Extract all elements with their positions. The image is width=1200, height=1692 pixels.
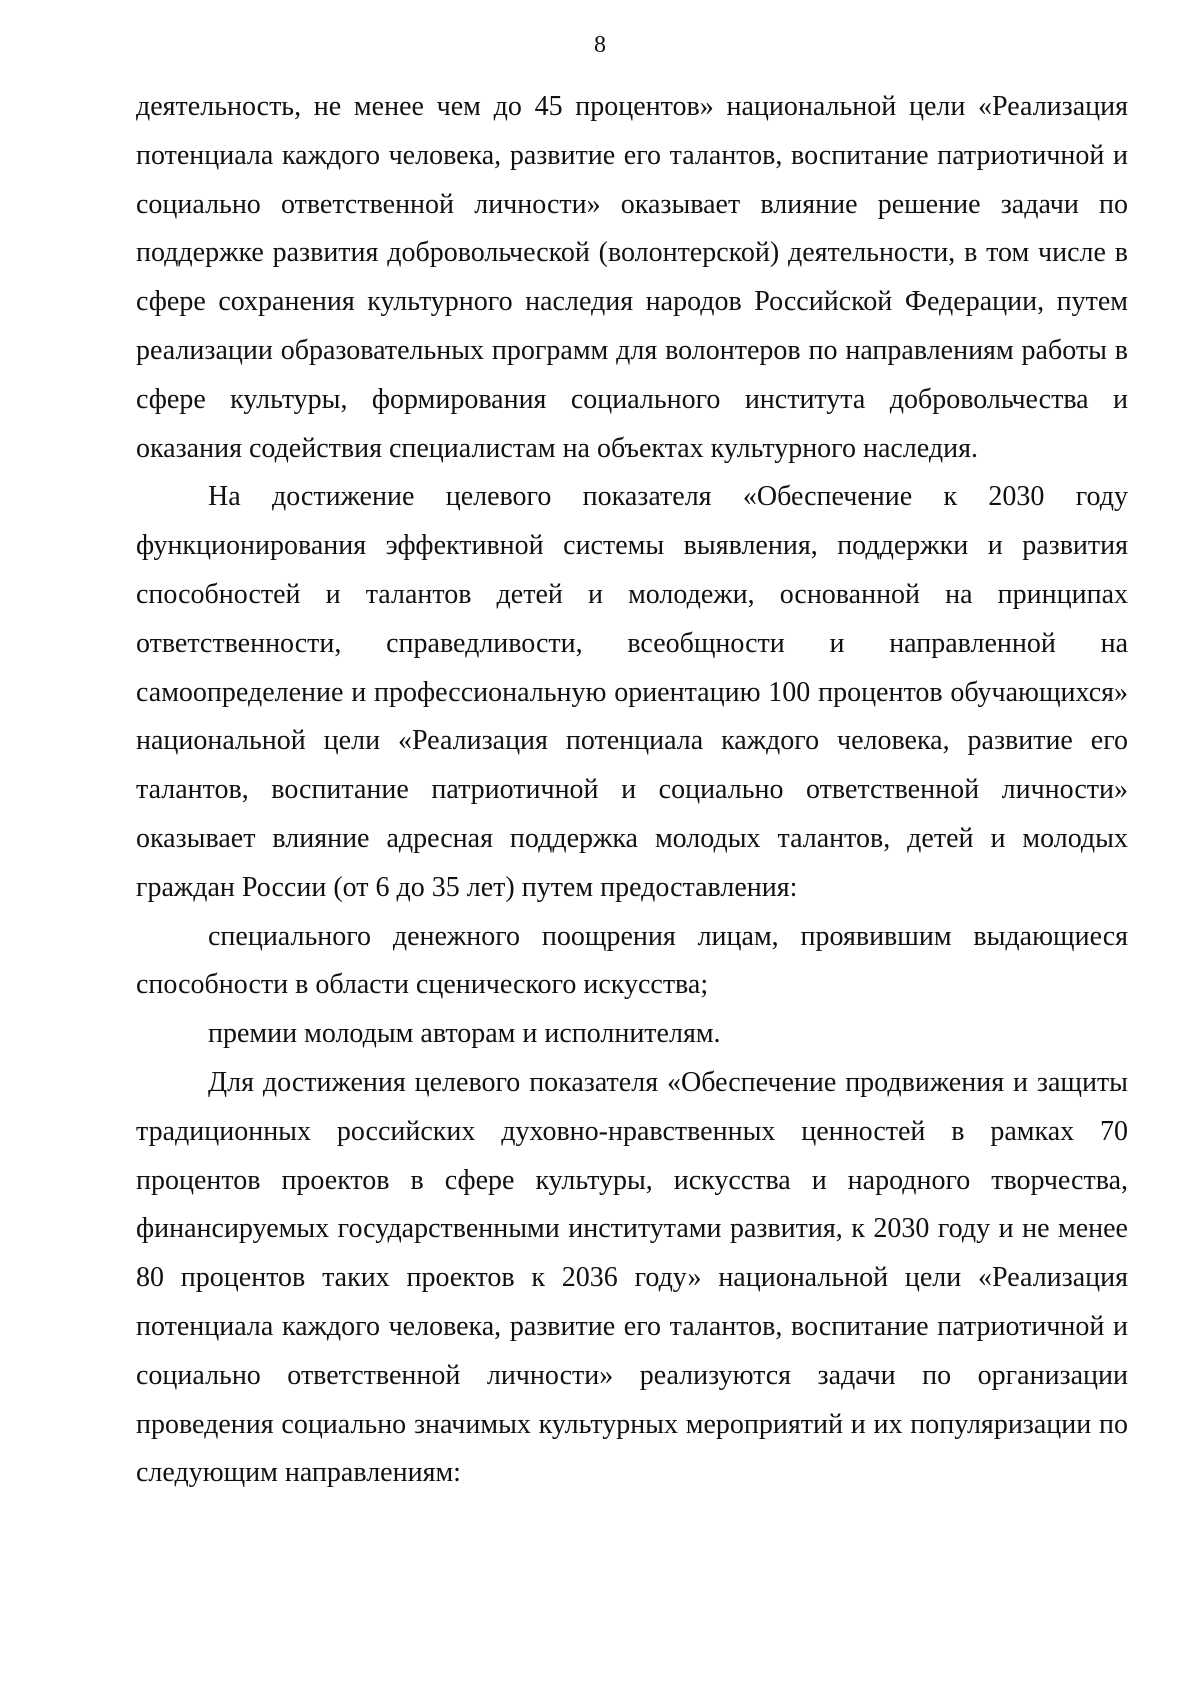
document-body bbox=[136, 83, 1128, 1498]
paragraph-traditional-values: Для достижения целевого показателя «Обеспечение продвижения и защиты традиционных российских духовно-нравственных ценностей в рамках 70 процентов проектов в сфере культуры, искусства и народного творчества, финансируемых государственными институтами развития, к 2030 году и не менее 80 процентов таких проектов к 2036 году» национальной цели «Реализация потенциала каждого человека, развитие его талантов, воспитание патриотичной и социально ответственной личности» реализуются задачи по организации проведения социально значимых культурных мероприятий и их популяризации по следующим направлениям: bbox=[136, 1066, 1128, 1489]
page-number: 8 bbox=[594, 32, 606, 58]
paragraph-volunteer-activity: деятельность, не менее чем до 45 процентов» национальной цели «Реализация потенциала каждого человека, развитие его талантов, воспитание патриотичной и социально ответственной личности» оказывает влияние решение задачи по поддержке развития добровольческой (волонтерской) деятельности, в том числе в сфере сохранения культурного наследия народов Российской Федерации, путем реализации образовательных программ для волонтеров по направлениям работы в сфере культуры, формирования социального института добровольчества и оказания содействия специалистам на объектах культурного наследия. bbox=[136, 91, 1128, 464]
paragraph-special-reward: специального денежного поощрения лицам, проявившим выдающиеся способности в области сценического искусства; bbox=[136, 920, 1128, 1001]
paragraph-young-authors-prize: премии молодым авторам и исполнителям. bbox=[208, 1018, 721, 1050]
paragraph-talent-support: На достижение целевого показателя «Обеспечение к 2030 году функционирования эффективной системы выявления, поддержки и развития способностей и талантов детей и молодежи, основанной на принципах ответственности, справедливости, всеобщности и направленной на самоопределение и профессиональную ориентацию 100 процентов обучающихся» национальной цели «Реализация потенциала каждого человека, развитие его талантов, воспитание патриотичной и социально ответственной личности» оказывает влияние адресная поддержка молодых талантов, детей и молодых граждан России (от 6 до 35 лет) путем предоставления: bbox=[136, 481, 1128, 903]
